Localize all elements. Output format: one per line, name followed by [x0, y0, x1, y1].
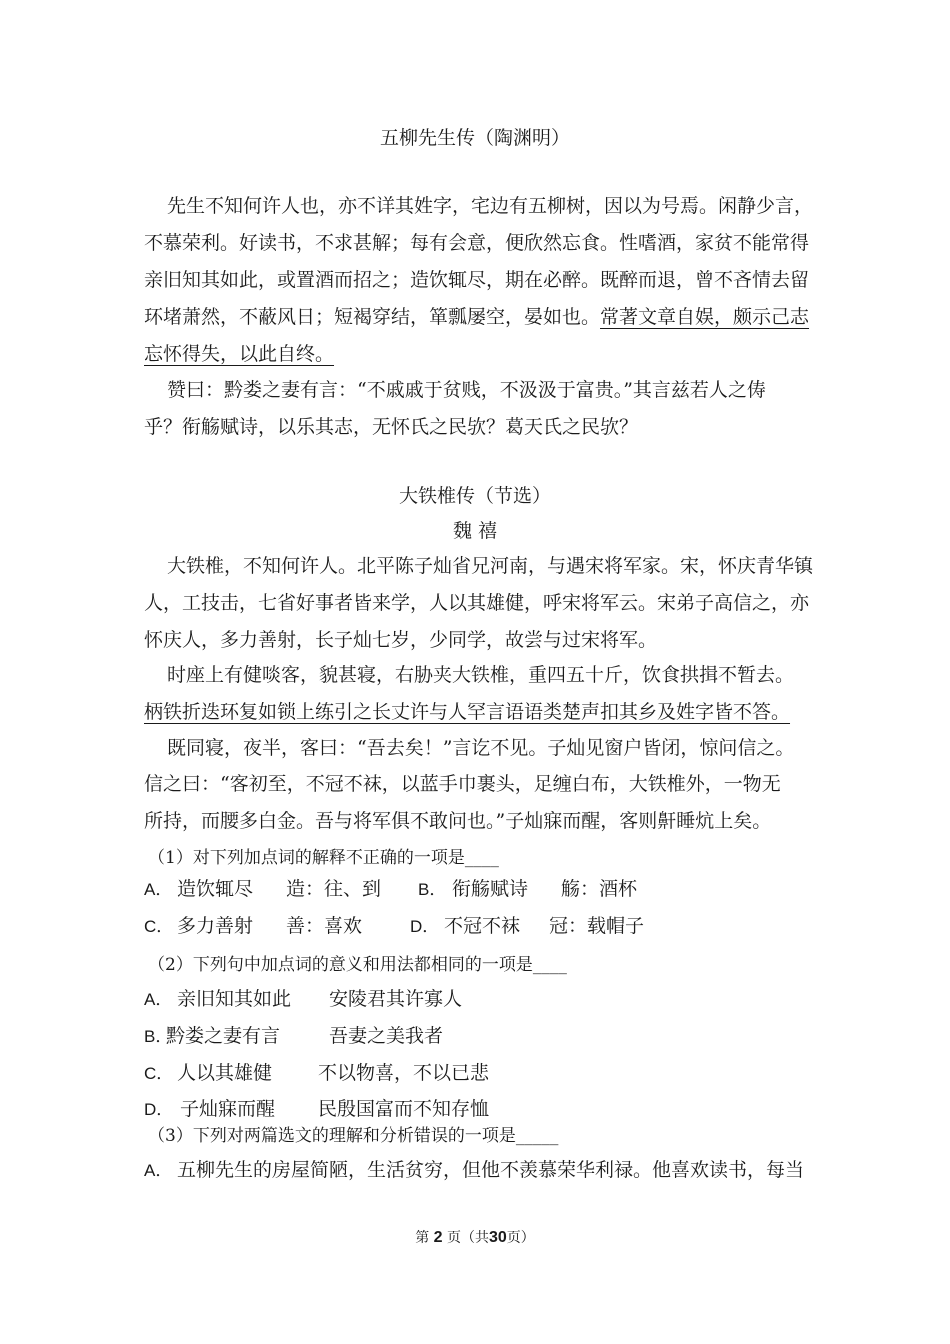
question-1-option-b — [418, 877, 446, 902]
footer-suffix: 页） — [506, 1230, 535, 1246]
option-left: 亲旧知其如此 — [177, 988, 292, 1010]
option-right: 安陵君其许寡人 — [329, 988, 463, 1010]
passage2-author: 魏 禧 — [452, 520, 498, 542]
footer-prefix: 第 — [415, 1230, 430, 1246]
passage2-line: 既同寝，夜半，客曰：“吾去矣！”言讫不见。子灿见窗户皆闭，惊问信之。 — [167, 737, 795, 759]
passage2-line: 信之曰：“客初至，不冠不袜，以蓝手巾裹头，足缠白布，大铁椎外，一物无 — [144, 773, 781, 795]
passage1-line — [144, 342, 334, 366]
underlined-sentence: 柄铁折迭环复如锁上练引之长丈许与人罕言语语类楚声扣其乡及姓字皆不答。 — [144, 701, 791, 723]
option-letter: B． — [418, 880, 447, 899]
passage2-line: 所持，而腰多白金。吾与将军俱不敢问也。”子灿寐而醒，客则鼾睡炕上矣。 — [144, 810, 772, 832]
total-pages-number: 30 — [489, 1229, 507, 1246]
option-letter: A． — [144, 1161, 173, 1180]
passage1-line: 先生不知何许人也，亦不详其姓字，宅边有五柳树，因以为号焉。闲静少言， — [167, 195, 814, 217]
option-gloss: 造：往、到 — [286, 878, 382, 900]
option-right: 吾妻之美我者 — [329, 1025, 444, 1047]
passage2-title: 大铁椎传（节选） — [398, 485, 551, 507]
passage2-line — [144, 700, 790, 724]
option-letter: C． — [144, 1064, 174, 1083]
passage2-line: 大铁椎，不知何许人。北平陈子灿省兄河南，与遇宋将军家。宋，怀庆青华镇 — [167, 555, 814, 577]
underlined-sentence: 忘怀得失，以此自终。 — [144, 343, 335, 365]
passage1-line — [144, 305, 809, 329]
question-1-stem: （1）对下列加点词的解释不正确的一项是____ — [148, 848, 499, 868]
question-3-stem: （3）下列对两篇选文的理解和分析错误的一项是_____ — [148, 1126, 559, 1146]
passage2-line: 怀庆人，多力善射，长子灿七岁，少同学，故尝与过宋将军。 — [144, 629, 658, 651]
option-letter: D． — [410, 917, 440, 936]
option-gloss: 善：喜欢 — [286, 915, 363, 937]
option-left: 人以其雄健 — [177, 1062, 273, 1084]
passage1-line: 乎？衔觞赋诗，以乐其志，无怀氏之民欤？葛天氏之民欤？ — [144, 416, 639, 438]
option-text: 不冠不袜 — [444, 915, 521, 937]
option-right: 民殷国富而不知存恤 — [318, 1098, 490, 1120]
question-1-option-a — [144, 877, 172, 902]
option-text: 五柳先生的房屋简陋，生活贫穷，但他不羡慕荣华利禄。他喜欢读书，每当 — [177, 1159, 805, 1181]
question-2-option-c — [144, 1061, 173, 1086]
question-1-option-d — [410, 914, 439, 939]
option-right: 不以物喜，不以已悲 — [318, 1062, 490, 1084]
option-gloss: 觞：酒杯 — [561, 878, 638, 900]
question-2-option-d — [144, 1097, 173, 1122]
option-letter: A． — [144, 990, 173, 1009]
option-text: 造饮辄尽 — [177, 878, 254, 900]
option-text: 衔觞赋诗 — [452, 878, 529, 900]
option-letter: A． — [144, 880, 173, 899]
page-footer — [0, 1228, 950, 1248]
current-page-number: 2 — [433, 1229, 443, 1246]
question-2-stem: （2）下列句中加点词的意义和用法都相同的一项是____ — [148, 955, 567, 975]
footer-middle: 页（共 — [447, 1230, 489, 1246]
passage1-title: 五柳先生传（陶渊明） — [379, 127, 570, 149]
option-letter: B． — [144, 1027, 173, 1046]
passage2-line: 人，工技击，七省好事者皆来学，人以其雄健，呼宋将军云。宋弟子高信之，亦 — [144, 592, 810, 614]
question-1-option-c — [144, 914, 173, 939]
question-3-option-a — [144, 1158, 172, 1183]
option-left: 黔娄之妻有言 — [166, 1025, 281, 1047]
passage1-line: 赞曰：黔娄之妻有言：“不戚戚于贫贱，不汲汲于富贵。”其言兹若人之俦 — [167, 379, 766, 401]
option-letter: C． — [144, 917, 174, 936]
option-letter: D． — [144, 1100, 174, 1119]
option-left: 子灿寐而醒 — [180, 1098, 276, 1120]
option-gloss: 冠：载帽子 — [549, 915, 645, 937]
passage1-line: 不慕荣利。好读书，不求甚解；每有会意，便欣然忘食。性嗜酒，家贫不能常得 — [144, 232, 810, 254]
question-2-option-a — [144, 987, 172, 1012]
passage1-line: 亲旧知其如此，或置酒而招之；造饮辄尽，期在必醉。既醉而退，曾不吝情去留 — [144, 269, 810, 291]
underlined-sentence: 常著文章自娱，颇示己志 — [600, 306, 810, 328]
passage2-line: 时座上有健啖客，貌甚寝，右胁夹大铁椎，重四五十斤，饮食拱揖不暂去。 — [167, 664, 795, 686]
passage1-text: 环堵萧然，不蔽风日；短褐穿结，箪瓢屡空，晏如也。 — [144, 306, 601, 328]
option-text: 多力善射 — [177, 915, 254, 937]
